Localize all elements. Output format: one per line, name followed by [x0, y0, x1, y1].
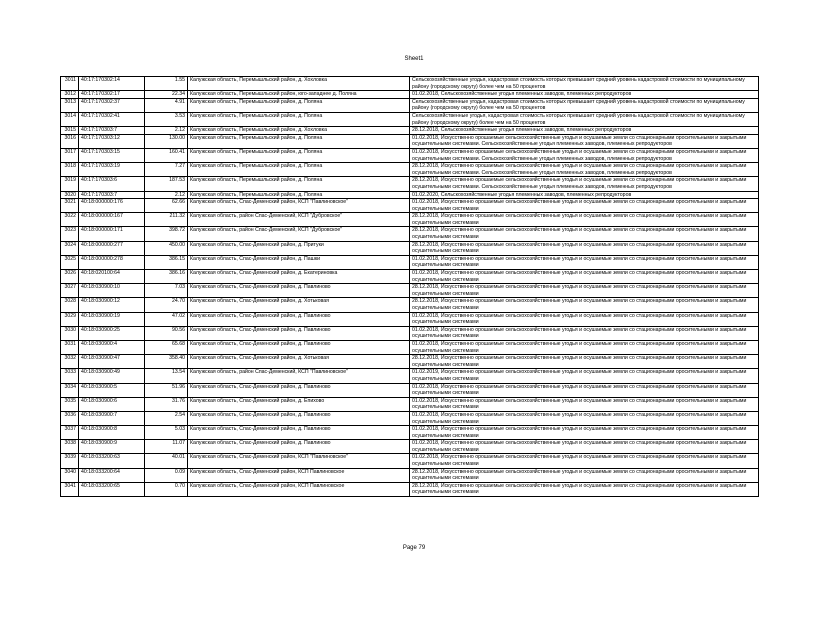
area-cell: 2.12	[145, 191, 188, 199]
address-cell: Калужская область, Спас-Деменский район, д. Епихово	[188, 397, 410, 411]
cadastral-number-cell: 40:18:030900:9	[79, 440, 145, 454]
address-cell: Калужская область, Перемышльский район, д. Поляна	[188, 134, 410, 148]
cadastral-number-cell: 40:17:170302:17	[79, 91, 145, 99]
address-cell: Калужская область, Спас-Деменский район, д. Павлиново	[188, 411, 410, 425]
cadastral-number-cell: 40:18:000000:278	[79, 255, 145, 269]
address-cell: Калужская область, район Спас-Деменский, КСП "Дубровское"	[188, 213, 410, 227]
table-row	[61, 163, 759, 177]
cadastral-number-cell: 40:18:030900:4	[79, 340, 145, 354]
area-cell: 398.72	[145, 227, 188, 241]
row-number-cell: 3030	[61, 326, 79, 340]
address-cell: Калужская область, Перемышльский район, д. Хохловка	[188, 77, 410, 91]
description-cell: 01.02.2018, Сельскохозяйственные угодья племенных заводов, племенных репродукторов	[410, 91, 759, 99]
description-cell: 01.02.2020, Сельскохозяйственные угодья племенных заводов, племенных репродукторов	[410, 191, 759, 199]
table-row	[61, 270, 759, 284]
description-cell: 01.02.2018, Искусственно орошаемые сельскохозяйственные угодья и осушаемые земли со стационарными оросительными и закрытыми осушительными системами	[410, 255, 759, 269]
row-number-cell: 3011	[61, 77, 79, 91]
area-cell: 386.16	[145, 270, 188, 284]
row-number-cell: 3019	[61, 177, 79, 191]
cadastral-number-cell: 40:18:000000:171	[79, 227, 145, 241]
address-cell: Калужская область, Спас-Деменский район, д. Екатериновка	[188, 270, 410, 284]
area-cell: 24.70	[145, 298, 188, 312]
description-cell: 28.12.2018, Искусственно орошаемые сельскохозяйственные угодья и осушаемые земли со стационарными оросительными и закрытыми осушительными системами	[410, 227, 759, 241]
cadastral-number-cell: 40:17:170303:7	[79, 191, 145, 199]
cadastral-number-cell: 40:18:030900:6	[79, 397, 145, 411]
address-cell: Калужская область, Спас-Деменский район, д. Хотьковая	[188, 355, 410, 369]
table-row	[61, 326, 759, 340]
table-row	[61, 411, 759, 425]
area-cell: 160.41	[145, 148, 188, 162]
area-cell: 211.32	[145, 213, 188, 227]
cadastral-number-cell: 40:18:000000:277	[79, 241, 145, 255]
description-cell: 01.02.2018, Искусственно орошаемые сельскохозяйственные угодья и осушаемые земли со стационарными оросительными и закрытыми осушительными системами. Сельскохозяйственные угодья племенных заводов, племенных репродукторов	[410, 148, 759, 162]
area-cell: 3.53	[145, 112, 188, 126]
cadastral-number-cell: 40:18:033200:65	[79, 482, 145, 496]
address-cell: Калужская область, район Спас-Деменский, КСП "Дубровское"	[188, 227, 410, 241]
description-cell: 01.02.2018, Искусственно орошаемые сельскохозяйственные угодья и осушаемые земли со стационарными оросительными и закрытыми осушительными системами	[410, 397, 759, 411]
description-cell: 01.02.2018, Искусственно орошаемые сельскохозяйственные угодья и осушаемые земли со стационарными оросительными и закрытыми осушительными системами	[410, 199, 759, 213]
area-cell: 386.15	[145, 255, 188, 269]
row-number-cell: 3038	[61, 440, 79, 454]
description-cell: 01.02.2018, Искусственно орошаемые сельскохозяйственные угодья и осушаемые земли со стационарными оросительными и закрытыми осушительными системами	[410, 440, 759, 454]
description-cell: 28.12.2018, Искусственно орошаемые сельскохозяйственные угодья и осушаемые земли со стационарными оросительными и закрытыми осушительными системами	[410, 298, 759, 312]
table-row	[61, 298, 759, 312]
area-cell: 13.54	[145, 369, 188, 383]
table-row	[61, 255, 759, 269]
row-number-cell: 3023	[61, 227, 79, 241]
address-cell: Калужская область, Перемышльский район, д. Поляна	[188, 112, 410, 126]
table-row	[61, 369, 759, 383]
address-cell: Калужская область, Спас-Деменский район, КСП Павлиновское	[188, 468, 410, 482]
table-row	[61, 148, 759, 162]
cadastral-number-cell: 40:17:170303:19	[79, 163, 145, 177]
area-cell: 187.53	[145, 177, 188, 191]
area-cell: 4.91	[145, 98, 188, 112]
row-number-cell: 3031	[61, 340, 79, 354]
address-cell: Калужская область, Спас-Деменский район, д. Павлиново	[188, 312, 410, 326]
table-row	[61, 284, 759, 298]
area-cell: 90.56	[145, 326, 188, 340]
area-cell: 62.66	[145, 199, 188, 213]
address-cell: Калужская область, Перемышльский район, д. Поляна	[188, 191, 410, 199]
row-number-cell: 3040	[61, 468, 79, 482]
address-cell: Калужская область, район Спас-Деменский, КСП "Павлиновское"	[188, 369, 410, 383]
table-row	[61, 227, 759, 241]
table-row	[61, 91, 759, 99]
cadastral-number-cell: 40:17:170303:6	[79, 177, 145, 191]
address-cell: Калужская область, Спас-Деменский район, д. Павлиново	[188, 284, 410, 298]
description-cell: 01.02.2018, Искусственно орошаемые сельскохозяйственные угодья и осушаемые земли со стационарными оросительными и закрытыми осушительными системами	[410, 454, 759, 468]
description-cell: 28.12.2018, Сельскохозяйственные угодья племенных заводов, племенных репродукторов	[410, 127, 759, 135]
table-row	[61, 199, 759, 213]
cadastral-number-cell: 40:18:033200:64	[79, 468, 145, 482]
area-cell: 0.70	[145, 482, 188, 496]
address-cell: Калужская область, Перемышльский район, д. Хохловка	[188, 127, 410, 135]
area-cell: 1.55	[145, 77, 188, 91]
description-cell: Сельскохозяйственные угодья, кадастровая стоимость которых превышает средний уровень кадастровой стоимости по муниципальному району (городскому округу) более чем на 50 процентов	[410, 77, 759, 91]
row-number-cell: 3035	[61, 397, 79, 411]
table-row	[61, 397, 759, 411]
cadastral-number-cell: 40:17:170303:12	[79, 134, 145, 148]
address-cell: Калужская область, Перемышльский район, д. Поляна	[188, 177, 410, 191]
table-body	[61, 77, 759, 497]
area-cell: 358.40	[145, 355, 188, 369]
address-cell: Калужская область, Спас-Деменский район, КСП "Павлиновское"	[188, 199, 410, 213]
row-number-cell: 3015	[61, 127, 79, 135]
description-cell: 01.02.2018, Искусственно орошаемые сельскохозяйственные угодья и осушаемые земли со стационарными оросительными и закрытыми осушительными системами	[410, 312, 759, 326]
row-number-cell: 3016	[61, 134, 79, 148]
table-row	[61, 241, 759, 255]
address-cell: Калужская область, Перемышльский район, д. Поляна	[188, 163, 410, 177]
description-cell: 01.02.2018, Искусственно орошаемые сельскохозяйственные угодья и осушаемые земли со стационарными оросительными и закрытыми осушительными системами	[410, 383, 759, 397]
description-cell: 28.12.2018, Искусственно орошаемые сельскохозяйственные угодья и осушаемые земли со стационарными оросительными и закрытыми осушительными системами	[410, 482, 759, 496]
table-row	[61, 482, 759, 496]
cadastral-number-cell: 40:18:000000:176	[79, 199, 145, 213]
table-row	[61, 77, 759, 91]
address-cell: Калужская область, Перемышльский район, д. Поляна	[188, 98, 410, 112]
table-row	[61, 134, 759, 148]
cadastral-number-cell: 40:18:000000:167	[79, 213, 145, 227]
sheet-title: Sheet1	[404, 56, 424, 62]
area-cell: 40.01	[145, 454, 188, 468]
row-number-cell: 3021	[61, 199, 79, 213]
address-cell: Калужская область, Спас-Деменский район, д. Павлиново	[188, 340, 410, 354]
row-number-cell: 3018	[61, 163, 79, 177]
area-cell: 5.03	[145, 426, 188, 440]
cadastral-number-cell: 40:18:030900:7	[79, 411, 145, 425]
table-row	[61, 112, 759, 126]
row-number-cell: 3025	[61, 255, 79, 269]
row-number-cell: 3033	[61, 369, 79, 383]
cadastral-number-cell: 40:18:030900:19	[79, 312, 145, 326]
area-cell: 130.00	[145, 134, 188, 148]
cadastral-number-cell: 40:18:030900:12	[79, 298, 145, 312]
description-cell: 01.02.2018, Искусственно орошаемые сельскохозяйственные угодья и осушаемые земли со стационарными оросительными и закрытыми осушительными системами	[410, 426, 759, 440]
area-cell: 7.03	[145, 284, 188, 298]
table-row	[61, 355, 759, 369]
description-cell: 28.12.2018, Искусственно орошаемые сельскохозяйственные угодья и осушаемые земли со стационарными оросительными и закрытыми осушительными системами	[410, 213, 759, 227]
description-cell: 01.02.2018, Искусственно орошаемые сельскохозяйственные угодья и осушаемые земли со стационарными оросительными и закрытыми осушительными системами	[410, 270, 759, 284]
description-cell: 28.12.2018, Искусственно орошаемые сельскохозяйственные угодья и осушаемые земли со стационарными оросительными и закрытыми осушительными системами	[410, 241, 759, 255]
cadastral-number-cell: 40:18:030900:25	[79, 326, 145, 340]
address-cell: Калужская область, Спас-Деменский район, д. Хотьковая	[188, 298, 410, 312]
row-number-cell: 3034	[61, 383, 79, 397]
area-cell: 2.12	[145, 127, 188, 135]
area-cell: 2.54	[145, 411, 188, 425]
description-cell: 28.12.2018, Искусственно орошаемые сельскохозяйственные угодья и осушаемые земли со стационарными оросительными и закрытыми осушительными системами	[410, 284, 759, 298]
address-cell: Калужская область, Перемышльский район, д. Поляна	[188, 148, 410, 162]
row-number-cell: 3013	[61, 98, 79, 112]
table-row	[61, 191, 759, 199]
row-number-cell: 3020	[61, 191, 79, 199]
description-cell: 01.02.2018, Искусственно орошаемые сельскохозяйственные угодья и осушаемые земли со стационарными оросительными и закрытыми осушительными системами	[410, 340, 759, 354]
row-number-cell: 3017	[61, 148, 79, 162]
area-cell: 22.34	[145, 91, 188, 99]
area-cell: 51.96	[145, 383, 188, 397]
row-number-cell: 3037	[61, 426, 79, 440]
cadastral-number-cell: 40:18:030900:8	[79, 426, 145, 440]
table-row	[61, 468, 759, 482]
address-cell: Калужская область, Спас-Деменский район, д. Павлиново	[188, 426, 410, 440]
cadastral-number-cell: 40:18:030900:10	[79, 284, 145, 298]
description-cell: 28.12.2018, Искусственно орошаемые сельскохозяйственные угодья и осушаемые земли со стационарными оросительными и закрытыми осушительными системами	[410, 468, 759, 482]
row-number-cell: 3041	[61, 482, 79, 496]
address-cell: Калужская область, Перемышльский район, юго-западнее д. Поляна	[188, 91, 410, 99]
address-cell: Калужская область, Спас-Деменский район, д. Павлиново	[188, 326, 410, 340]
land-registry-table	[60, 76, 759, 497]
table-row	[61, 177, 759, 191]
table-row	[61, 213, 759, 227]
area-cell: 31.76	[145, 397, 188, 411]
cadastral-number-cell: 40:18:030900:47	[79, 355, 145, 369]
table-row	[61, 383, 759, 397]
description-cell: Сельскохозяйственные угодья, кадастровая стоимость которых превышает средний уровень кадастровой стоимости по муниципальному району (городскому округу) более чем на 50 процентов	[410, 98, 759, 112]
description-cell: Сельскохозяйственные угодья, кадастровая стоимость которых превышает средний уровень кадастровой стоимости по муниципальному району (городскому округу) более чем на 50 процентов	[410, 112, 759, 126]
row-number-cell: 3036	[61, 411, 79, 425]
description-cell: 28.12.2018, Искусственно орошаемые сельскохозяйственные угодья и осушаемые земли со стационарными оросительными и закрытыми осушительными системами. Сельскохозяйственные угодья племенных заводов, племенных репродукторов	[410, 177, 759, 191]
address-cell: Калужская область, Спас-Деменский район, д. Павлиново	[188, 383, 410, 397]
table-row	[61, 98, 759, 112]
cadastral-number-cell: 40:17:170303:7	[79, 127, 145, 135]
row-number-cell: 3028	[61, 298, 79, 312]
cadastral-number-cell: 40:18:030900:5	[79, 383, 145, 397]
address-cell: Калужская область, Спас-Деменский район, д. Павлиново	[188, 440, 410, 454]
cadastral-number-cell: 40:18:030900:49	[79, 369, 145, 383]
table-row	[61, 426, 759, 440]
row-number-cell: 3012	[61, 91, 79, 99]
table-row	[61, 312, 759, 326]
table-row	[61, 440, 759, 454]
description-cell: 01.02.2018, Искусственно орошаемые сельскохозяйственные угодья и осушаемые земли со стационарными оросительными и закрытыми осушительными системами	[410, 411, 759, 425]
table-row	[61, 454, 759, 468]
address-cell: Калужская область, Спас-Деменский район, КСП Павлиновское	[188, 482, 410, 496]
page-number: Page 79	[402, 545, 426, 551]
cadastral-number-cell: 40:17:170303:15	[79, 148, 145, 162]
row-number-cell: 3014	[61, 112, 79, 126]
address-cell: Калужская область, Спас-Деменский район, КСП "Павлиновское"	[188, 454, 410, 468]
row-number-cell: 3029	[61, 312, 79, 326]
description-cell: 01.02.2019, Искусственно орошаемые сельскохозяйственные угодья и осушаемые земли со стационарными оросительными и закрытыми осушительными системами	[410, 369, 759, 383]
cadastral-number-cell: 40:18:020100:64	[79, 270, 145, 284]
area-cell: 450.00	[145, 241, 188, 255]
description-cell: 01.02.2018, Искусственно орошаемые сельскохозяйственные угодья и осушаемые земли со стационарными оросительными и закрытыми осушительными системами	[410, 326, 759, 340]
address-cell: Калужская область, Спас-Деменский район, д. Пашки	[188, 255, 410, 269]
row-number-cell: 3027	[61, 284, 79, 298]
area-cell: 11.07	[145, 440, 188, 454]
cadastral-number-cell: 40:18:033200:63	[79, 454, 145, 468]
row-number-cell: 3039	[61, 454, 79, 468]
table-row	[61, 127, 759, 135]
row-number-cell: 3032	[61, 355, 79, 369]
description-cell: 28.12.2018, Искусственно орошаемые сельскохозяйственные угодья и осушаемые земли со стационарными оросительными и закрытыми осушительными системами. Сельскохозяйственные угодья племенных заводов, племенных репродукторов	[410, 163, 759, 177]
area-cell: 0.09	[145, 468, 188, 482]
row-number-cell: 3026	[61, 270, 79, 284]
area-cell: 65.68	[145, 340, 188, 354]
row-number-cell: 3022	[61, 213, 79, 227]
address-cell: Калужская область, Спас-Деменский район, д. Притуки	[188, 241, 410, 255]
cadastral-number-cell: 40:17:170302:14	[79, 77, 145, 91]
description-cell: 01.02.2018, Искусственно орошаемые сельскохозяйственные угодья и осушаемые земли со стационарными оросительными и закрытыми осушительными системами. Сельскохозяйственные угодья племенных заводов, племенных репродукторов	[410, 134, 759, 148]
table-row	[61, 340, 759, 354]
cadastral-number-cell: 40:17:170302:37	[79, 98, 145, 112]
description-cell: 28.12.2018, Искусственно орошаемые сельскохозяйственные угодья и осушаемые земли со стационарными оросительными и закрытыми осушительными системами	[410, 355, 759, 369]
area-cell: 7.27	[145, 163, 188, 177]
row-number-cell: 3024	[61, 241, 79, 255]
cadastral-number-cell: 40:17:170302:41	[79, 112, 145, 126]
area-cell: 47.02	[145, 312, 188, 326]
